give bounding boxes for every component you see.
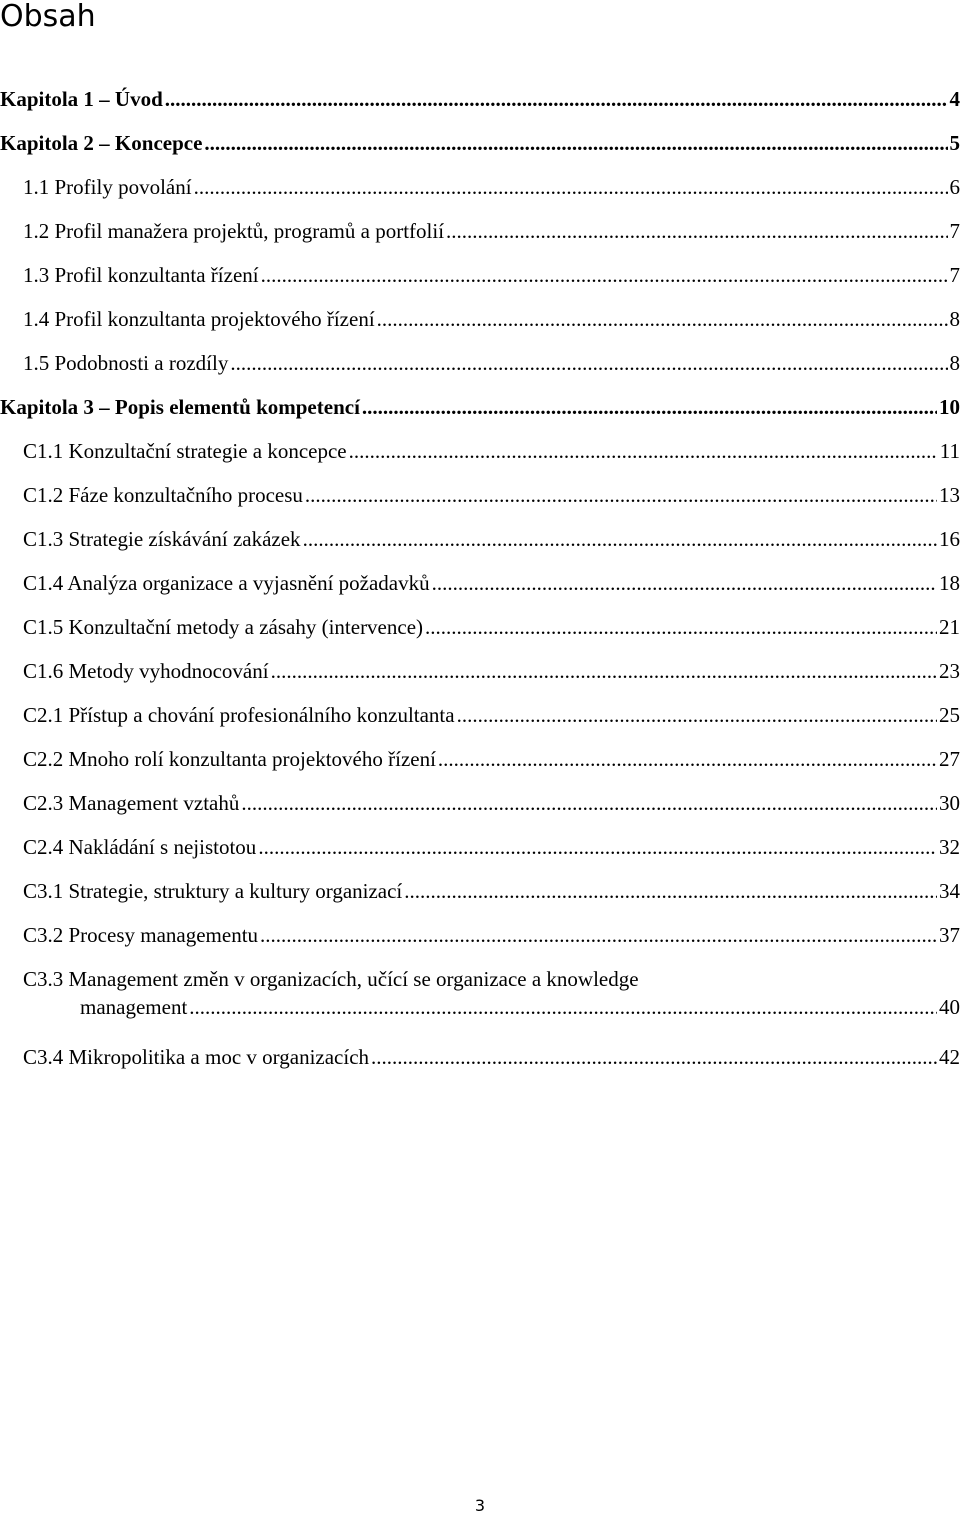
toc-leader-dots: [446, 217, 947, 245]
toc-leader-dots: [432, 569, 937, 597]
toc-entry-c2-3[interactable]: [23, 789, 960, 817]
toc-entry-page: 34: [939, 879, 960, 903]
toc-entry-page: 8: [949, 351, 960, 375]
toc-entry-page: 23: [939, 659, 960, 683]
toc-leader-dots: [404, 877, 937, 905]
toc-leader-dots: [189, 993, 937, 1021]
toc-entry-title: Kapitola 3 – Popis elementů kompetencí: [0, 395, 360, 419]
toc-entry-page: 18: [939, 571, 960, 595]
toc-entry-title: Kapitola 1 – Úvod: [0, 87, 163, 111]
toc-entry-page: 16: [939, 527, 960, 551]
page-number: 3: [474, 1496, 486, 1515]
toc-leader-dots: [241, 789, 937, 817]
toc-entry-c3-4[interactable]: [23, 1043, 960, 1071]
toc-entry-section-1-3[interactable]: [23, 261, 960, 289]
toc-leader-dots: [305, 481, 937, 509]
toc-entry-title: 1.1 Profily povolání: [23, 175, 192, 199]
toc-entry-title: C2.2 Mnoho rolí konzultanta projektového řízení: [23, 747, 436, 771]
toc-entry-title: C2.4 Nakládání s nejistotou: [23, 835, 257, 859]
toc-leader-dots: [303, 525, 937, 553]
toc-entry-c1-6[interactable]: [23, 657, 960, 685]
toc-entry-title: 1.3 Profil konzultanta řízení: [23, 263, 259, 287]
toc-entry-page: 7: [949, 263, 960, 287]
toc-entry-c2-4[interactable]: [23, 833, 960, 861]
toc-entry-title: 1.4 Profil konzultanta projektového řízení: [23, 307, 375, 331]
toc-entry-page: 27: [939, 747, 960, 771]
toc-entry-title: C2.1 Přístup a chování profesionálního konzultanta: [23, 703, 455, 727]
toc-entry-chapter-3[interactable]: [0, 393, 960, 421]
toc-entry-c1-2[interactable]: [23, 481, 960, 509]
toc-entry-continuation: [23, 993, 960, 1021]
toc-entry-chapter-1[interactable]: [0, 85, 960, 113]
toc-leader-dots: [438, 745, 937, 773]
toc-entry-title: C3.3 Management změn v organizacích, učící se organizace a knowledge: [23, 967, 639, 991]
toc-entry-title: Kapitola 2 – Koncepce: [0, 131, 203, 155]
toc-entry-page: 6: [949, 175, 960, 199]
toc-leader-dots: [260, 921, 937, 949]
toc-entry-page: 7: [949, 219, 960, 243]
toc-leader-dots: [425, 613, 937, 641]
toc-entry-c3-1[interactable]: [23, 877, 960, 905]
toc-entry-title: C1.2 Fáze konzultačního procesu: [23, 483, 303, 507]
toc-entry-title: C3.2 Procesy managementu: [23, 923, 259, 947]
toc-entry-page: 30: [939, 791, 960, 815]
toc-entry-c3-2[interactable]: [23, 921, 960, 949]
toc-entry-section-1-2[interactable]: [23, 217, 960, 245]
toc-entry-section-1-4[interactable]: [23, 305, 960, 333]
toc-entry-c1-5[interactable]: [23, 613, 960, 641]
toc-entry-title: C1.4 Analýza organizace a vyjasnění požadavků: [23, 571, 430, 595]
toc-entry-page: 37: [939, 923, 960, 947]
toc-entry-page: 21: [939, 615, 960, 639]
toc-leader-dots: [165, 85, 948, 113]
toc-entry-title: C1.1 Konzultační strategie a koncepce: [23, 439, 347, 463]
toc-entry-c2-2[interactable]: [23, 745, 960, 773]
toc-entry-c1-3[interactable]: [23, 525, 960, 553]
toc-entry-page: 32: [939, 835, 960, 859]
toc-leader-dots: [204, 129, 947, 157]
toc-leader-dots: [362, 393, 937, 421]
toc-entry-section-1-5[interactable]: [23, 349, 960, 377]
toc-heading: Obsah: [0, 0, 96, 34]
toc-leader-dots: [261, 261, 948, 289]
toc-leader-dots: [258, 833, 937, 861]
toc-entry-c1-4[interactable]: [23, 569, 960, 597]
toc-entry-title-cont: management: [80, 995, 188, 1019]
toc-leader-dots: [371, 1043, 937, 1071]
toc-entry-page: 5: [949, 131, 960, 155]
toc-leader-dots: [377, 305, 948, 333]
toc-entry-title: C1.6 Metody vyhodnocování: [23, 659, 269, 683]
toc-entry-page: 4: [949, 87, 960, 111]
toc-entry-chapter-2[interactable]: [0, 129, 960, 157]
toc-entry-page: 25: [939, 703, 960, 727]
toc-entry-title: C1.5 Konzultační metody a zásahy (intervence): [23, 615, 424, 639]
toc-entry-title: C3.4 Mikropolitika a moc v organizacích: [23, 1045, 370, 1069]
toc-leader-dots: [457, 701, 937, 729]
toc-entry-page: 42: [939, 1045, 960, 1069]
toc-entry-title: C1.3 Strategie získávání zakázek: [23, 527, 301, 551]
toc-entry-section-1-1[interactable]: [23, 173, 960, 201]
toc-entry-title: C3.1 Strategie, struktury a kultury organizací: [23, 879, 403, 903]
toc-leader-dots: [349, 437, 938, 465]
toc-entry-title: C2.3 Management vztahů: [23, 791, 240, 815]
toc-entry-page: 40: [939, 995, 960, 1019]
toc-entry-title: 1.5 Podobnosti a rozdíly: [23, 351, 229, 375]
toc-entry-page: 10: [939, 395, 960, 419]
toc-leader-dots: [230, 349, 947, 377]
toc-leader-dots: [271, 657, 937, 685]
toc-entry-page: 8: [949, 307, 960, 331]
toc-entry-c1-1[interactable]: [23, 437, 960, 465]
toc-entry-c2-1[interactable]: [23, 701, 960, 729]
toc-leader-dots: [194, 173, 948, 201]
toc-entry-title: 1.2 Profil manažera projektů, programů a portfolií: [23, 219, 445, 243]
toc-entry-page: 11: [939, 439, 960, 463]
toc-entry-page: 13: [939, 483, 960, 507]
toc-entry-c3-3[interactable]: [23, 965, 960, 1021]
